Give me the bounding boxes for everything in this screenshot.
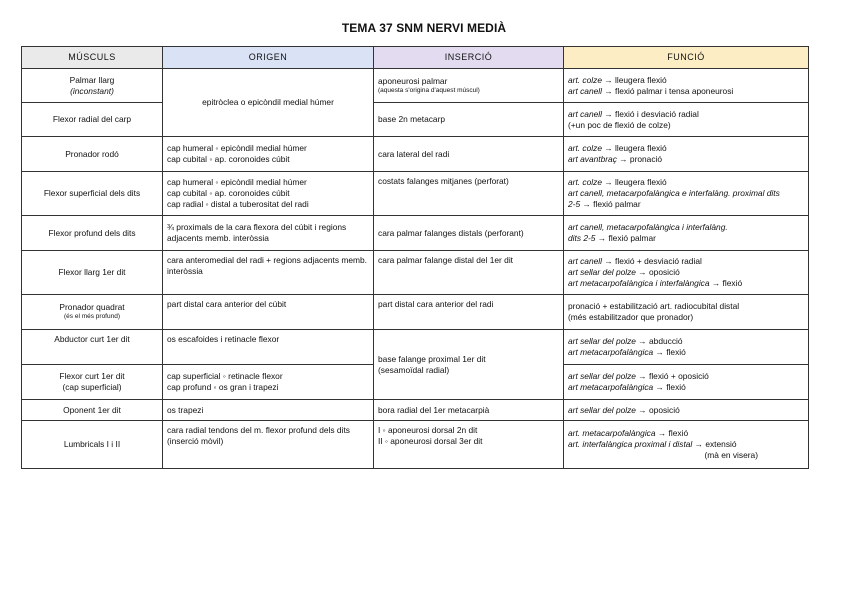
function-cell: [564, 400, 809, 421]
header-origin: ORIGEN: [163, 47, 374, 69]
table-row: [22, 400, 809, 421]
muscle-table: [21, 46, 809, 469]
muscle-cell: [22, 103, 163, 137]
insertion-cell: [374, 421, 564, 469]
muscle-name: Oponent 1er dit: [63, 404, 121, 415]
function-action: (més estabilitzador que pronador): [568, 312, 694, 322]
muscle-name: Abductor curt 1er dit: [54, 334, 130, 344]
origin-line: cap radial ◦ distal a tuberositat del radi: [167, 198, 309, 209]
origin-line: os escafoides i retinacle flexor: [167, 334, 280, 344]
insertion-line: II ◦ aponeurosi dorsal 3er dit: [378, 435, 483, 446]
function-joint: art canell: [568, 85, 602, 96]
function-joint: art canell: [568, 108, 602, 119]
function-joint: art metacarpofalàngica: [568, 347, 654, 357]
insertion-line: cara palmar falange distal del 1er dit: [378, 255, 514, 265]
origin-line: cap cubital ◦ ap. coronoides cúbit: [167, 154, 290, 164]
function-action: → flexió: [655, 347, 686, 357]
origin-cell: [163, 137, 374, 172]
table-row: [22, 421, 809, 469]
function-joint: art sellar del polze: [568, 404, 636, 415]
function-action: → flexió: [655, 382, 686, 392]
origin-cell: [163, 400, 374, 421]
function-cell: [564, 330, 809, 365]
function-cell: [564, 295, 809, 330]
function-action: → abducció: [638, 336, 683, 347]
function-cell: [564, 365, 809, 400]
muscle-name: Flexor llarg 1er dit: [58, 267, 126, 278]
insertion-cell: [374, 295, 564, 330]
function-action: (+un poc de flexió de colze): [568, 119, 671, 130]
insertion-line: part distal cara anterior del radi: [378, 299, 494, 309]
origin-cell: [163, 421, 374, 469]
muscle-name: Pronador rodó: [65, 148, 119, 159]
origin-cell: [163, 295, 374, 330]
muscle-cell: [22, 172, 163, 216]
muscle-name: Pronador quadrat: [59, 302, 125, 313]
muscle-name: Palmar llarg: [69, 74, 115, 85]
function-cell: [564, 216, 809, 251]
insertion-line: cara palmar falanges distals (perforant): [378, 227, 524, 238]
origin-line: part distal cara anterior del cúbit: [167, 299, 287, 309]
muscle-cell: [22, 330, 163, 365]
header-function: FUNCIÓ: [564, 47, 809, 69]
insertion-cell: [374, 137, 564, 172]
function-joint: art canell, metacarpofalàngica i interfalàng.: [568, 222, 728, 233]
table-row: [22, 251, 809, 295]
header-muscles: MÚSCULS: [22, 47, 163, 69]
origin-line: cara anteromedial del radi + regions adjacents memb. interòssia: [167, 255, 367, 276]
function-action: → oposició: [638, 404, 680, 415]
table-row: [22, 295, 809, 330]
function-cell: [564, 421, 809, 469]
insertion-cell: [374, 330, 564, 400]
function-action: → flexió + desviació radial: [604, 256, 702, 267]
origin-line: cap superficial ◦ retinacle flexor: [167, 371, 283, 382]
muscle-cell: [22, 137, 163, 172]
muscle-cell: [22, 400, 163, 421]
function-cell: [564, 137, 809, 172]
table-row: [22, 330, 809, 365]
origin-line: ¾ proximals de la cara flexora del cúbit i regions adjacents memb. interòssia: [167, 222, 347, 243]
function-action: → lleugera flexió: [604, 143, 667, 154]
insertion-cell: [374, 251, 564, 295]
muscle-cell: [22, 216, 163, 251]
header-row: [22, 47, 809, 69]
muscle-cell: [22, 69, 163, 103]
function-action: → lleugera flexió: [604, 177, 667, 188]
origin-cell: [163, 216, 374, 251]
table-row: [22, 172, 809, 216]
insertion-line: aponeurosi palmar: [378, 75, 448, 86]
function-action: → pronació: [619, 154, 663, 164]
function-joint: art. metacarpofalàngica: [568, 428, 656, 439]
function-joint: art metacarpofalàngica i interfalàngica: [568, 277, 710, 288]
function-joint: art sellar del polze: [568, 336, 636, 347]
muscle-cell: [22, 421, 163, 469]
insertion-line: (aquesta s'origina d'aquest múscul): [378, 86, 480, 94]
insertion-cell: [374, 216, 564, 251]
muscle-name: Flexor radial del carp: [52, 114, 132, 125]
insertion-cell: [374, 69, 564, 103]
table-row: [22, 137, 809, 172]
function-joint: 2-5: [568, 198, 581, 209]
function-joint: art sellar del polze: [568, 267, 636, 278]
function-action: pronació + estabilització art. radiocubital distal: [568, 301, 740, 312]
muscle-cell: [22, 365, 163, 400]
insertion-cell: [374, 400, 564, 421]
origin-line: cap humeral ◦ epicòndil medial húmer: [167, 143, 307, 154]
origin-line: epitròclea o epicòndil medial húmer: [202, 97, 334, 108]
function-action: (mà en visera): [704, 449, 758, 460]
function-action: → flexió palmar: [597, 233, 656, 243]
function-joint: art. interfalàngica proximal i distal: [568, 439, 693, 450]
origin-cell: [163, 172, 374, 216]
function-cell: [564, 69, 809, 103]
function-cell: [564, 251, 809, 295]
function-joint: art. colze: [568, 177, 602, 188]
origin-line: os trapezi: [167, 404, 204, 415]
muscle-name: Flexor superficial dels dits: [43, 188, 141, 199]
insertion-line: I ◦ aponeurosi dorsal 2n dit: [378, 425, 478, 435]
function-action: → flexió: [657, 428, 689, 439]
insertion-line: bora radial del 1er metacarpià: [378, 404, 490, 415]
table-row: [22, 103, 809, 137]
function-action: → extensió: [694, 439, 737, 450]
insertion-line: (sesamoïdal radial): [378, 364, 450, 375]
origin-cell: [163, 69, 374, 137]
function-joint: art. colze: [568, 74, 602, 85]
function-joint: art sellar del polze: [568, 371, 636, 382]
origin-cell: [163, 251, 374, 295]
function-joint: art canell, metacarpofalàngica e interfalàng. proximal dits: [568, 188, 780, 199]
origin-line: cap humeral ◦ epicòndil medial húmer: [167, 177, 307, 188]
origin-line: cara radial tendons del m. flexor profund dels dits (inserció mòvil): [167, 425, 350, 446]
muscle-cell: [22, 251, 163, 295]
page-title: TEMA 37 SNM NERVI MEDIÀ: [341, 21, 507, 35]
function-action: → flexió: [711, 277, 743, 288]
insertion-line: base falange proximal 1er dit: [378, 353, 486, 364]
muscle-name: Lumbricals I i II: [63, 439, 121, 450]
origin-cell: [163, 365, 374, 400]
header-insertion: INSERCIÓ: [374, 47, 564, 69]
function-action: → flexió palmar i tensa aponeurosi: [604, 85, 734, 96]
function-joint: art canell: [568, 256, 602, 267]
origin-line: cap profund ◦ os gran i trapezi: [167, 382, 279, 392]
function-action: → flexió palmar: [582, 198, 641, 209]
table-row: [22, 69, 809, 103]
muscle-note: (cap superficial): [62, 382, 122, 392]
origin-cell: [163, 330, 374, 365]
function-action: → lleugera flexió: [604, 74, 667, 85]
muscle-note: (és el més profund): [64, 313, 120, 321]
function-cell: [564, 172, 809, 216]
muscle-note: (inconstant): [70, 85, 114, 96]
insertion-cell: [374, 172, 564, 216]
table-row: [22, 216, 809, 251]
function-action: → flexió + oposició: [638, 371, 709, 382]
function-joint: art metacarpofalàngica: [568, 382, 654, 392]
function-action: → flexió i desviació radial: [604, 108, 699, 119]
function-joint: art. colze: [568, 143, 602, 154]
function-joint: art avantbraç: [568, 154, 617, 164]
insertion-line: costats falanges mitjanes (perforat): [378, 176, 509, 186]
muscle-name: Flexor curt 1er dit: [59, 371, 125, 382]
origin-line: cap cubital ◦ ap. coronoides cúbit: [167, 188, 290, 199]
muscle-name: Flexor profund dels dits: [48, 227, 136, 238]
function-cell: [564, 103, 809, 137]
muscle-cell: [22, 295, 163, 330]
insertion-line: base 2n metacarp: [378, 114, 446, 125]
function-joint: dits 2-5: [568, 233, 596, 243]
function-action: → oposició: [638, 267, 680, 278]
insertion-line: cara lateral del radi: [378, 148, 450, 159]
insertion-cell: [374, 103, 564, 137]
